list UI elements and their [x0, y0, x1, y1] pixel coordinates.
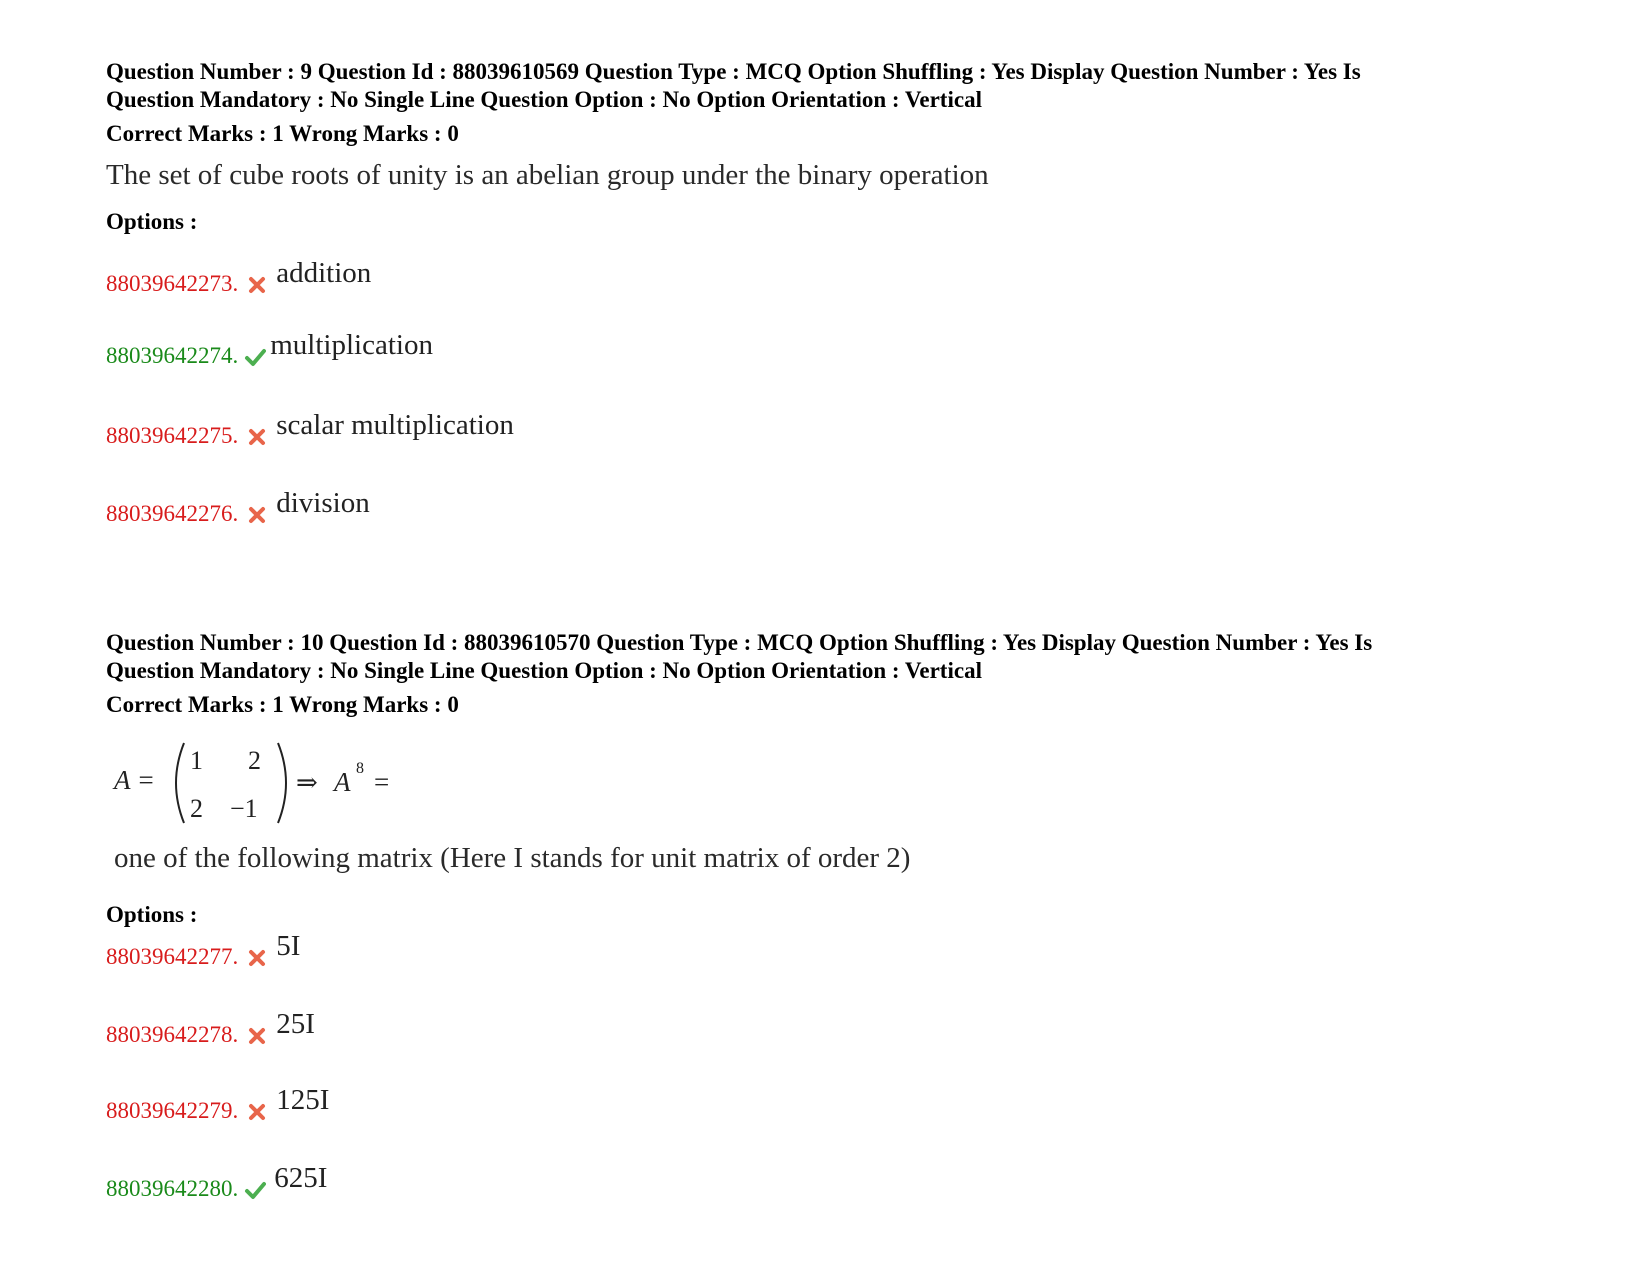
option-row: [106, 486, 370, 528]
formula-lhs: A =: [114, 765, 155, 795]
option-id: 88039642274.: [106, 343, 239, 368]
question-meta-line-2: Question Mandatory : No Single Line Question Option : No Option Orientation : Vertical: [106, 658, 982, 683]
option-id: 88039642277.: [106, 944, 239, 969]
formula-result-exponent: 8: [356, 760, 364, 777]
option-row: [106, 1007, 315, 1049]
cross-icon: [246, 1101, 268, 1123]
matrix-cell: 2: [248, 746, 261, 775]
question-meta-line-2: Question Mandatory : No Single Line Question Option : No Option Orientation : Vertical: [106, 87, 982, 112]
implies-symbol: ⇒: [296, 768, 318, 798]
option-row: [106, 408, 514, 450]
option-id: 88039642278.: [106, 1022, 239, 1047]
option-row: [106, 256, 371, 298]
check-icon: [244, 1179, 266, 1201]
cross-icon: [246, 426, 268, 448]
option-row: [106, 1161, 327, 1203]
cross-icon: [246, 947, 268, 969]
question-text: one of the following matrix (Here I stands for unit matrix of order 2): [114, 842, 911, 874]
matrix-left-paren: [176, 743, 184, 823]
option-text: 625I: [274, 1162, 328, 1194]
question-text: The set of cube roots of unity is an abelian group under the binary operation: [106, 159, 989, 191]
option-row: [106, 929, 300, 971]
option-text: addition: [276, 257, 372, 289]
option-text: 125I: [276, 1084, 330, 1116]
option-row: [106, 328, 433, 370]
question-block-9: [106, 58, 1546, 526]
option-row: [106, 1083, 329, 1125]
option-id: 88039642279.: [106, 1098, 239, 1123]
option-id: 88039642280.: [106, 1176, 239, 1201]
option-id: 88039642276.: [106, 501, 239, 526]
option-id: 88039642273.: [106, 271, 239, 296]
question-meta-line-1: Question Number : 10 Question Id : 88039610570 Question Type : MCQ Option Shuffling : Yes Display Question Number : Yes Is: [106, 630, 1373, 655]
cross-icon: [246, 504, 268, 526]
options-label: Options :: [106, 902, 198, 927]
matrix-right-paren: [278, 743, 286, 823]
question-marks: Correct Marks : 1 Wrong Marks : 0: [106, 692, 459, 717]
matrix-cell: 1: [190, 746, 203, 775]
option-text: division: [276, 487, 370, 519]
matrix-formula: [112, 737, 432, 829]
formula-result-base: A: [334, 767, 351, 797]
matrix-cell: 2: [190, 794, 203, 823]
options-label: Options :: [106, 209, 198, 234]
option-text: scalar multiplication: [276, 409, 514, 441]
option-text: multiplication: [270, 329, 433, 361]
cross-icon: [246, 274, 268, 296]
option-text: 25I: [276, 1008, 315, 1040]
formula-result-equals: =: [374, 767, 390, 797]
question-marks: Correct Marks : 1 Wrong Marks : 0: [106, 121, 459, 146]
matrix-cell: −1: [230, 794, 258, 823]
check-icon: [244, 346, 266, 368]
question-meta-line-1: Question Number : 9 Question Id : 88039610569 Question Type : MCQ Option Shuffling : Yes Display Question Number : Yes Is: [106, 59, 1361, 84]
question-block-10: [106, 629, 1546, 1201]
option-text: 5I: [276, 930, 301, 962]
option-id: 88039642275.: [106, 423, 239, 448]
cross-icon: [246, 1025, 268, 1047]
